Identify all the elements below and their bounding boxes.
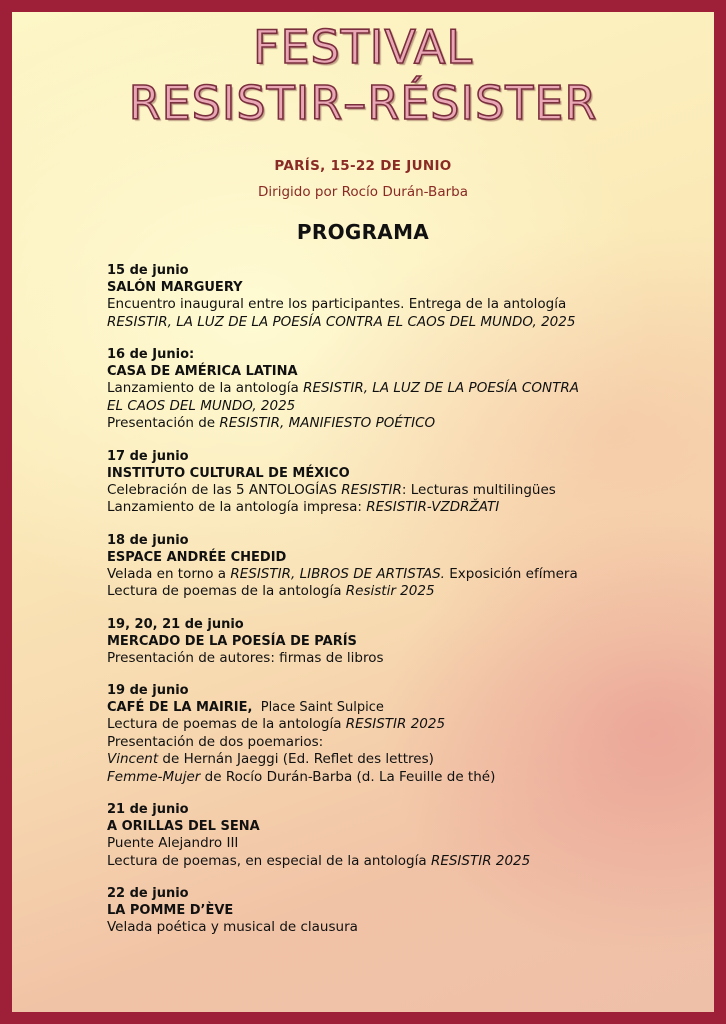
event-venue: ESPACE ANDRÉE CHEDID — [107, 549, 287, 565]
event-date: 16 de Junio: — [107, 347, 195, 362]
text-part: Lectura de poemas, en especial de la antología — [107, 852, 431, 869]
program-list — [107, 262, 697, 952]
event-date: 22 de junio — [107, 886, 189, 901]
event-description — [107, 716, 697, 734]
event-15-junio — [107, 262, 697, 331]
text-part: Celebración de las 5 ANTOLOGÍAS — [107, 481, 342, 498]
event-venue: MERCADO DE LA POESÍA DE PARÍS — [107, 633, 357, 649]
text-part: Presentación de — [107, 415, 220, 431]
event-venue: CASA DE AMÉRICA LATINA — [107, 364, 298, 379]
event-19-21-junio — [107, 616, 697, 668]
event-22-junio — [107, 885, 697, 937]
anthology-title: RESISTIR-VZDRŽATI — [366, 499, 500, 515]
festival-title-line1: FESTIVAL — [252, 20, 473, 74]
festival-title-line2: RESISTIR–RÉSISTER — [128, 76, 598, 130]
event-venue: LA POMME D’ÈVE — [107, 903, 234, 918]
manifesto-title: RESISTIR, MANIFIESTO POÉTICO — [219, 415, 436, 431]
event-date: 21 de junio — [107, 802, 189, 817]
text-part: Exposición efímera — [444, 565, 578, 582]
text-part: Velada en torno a — [107, 565, 231, 582]
event-description — [107, 751, 697, 769]
anthology-title: RESISTIR, LA LUZ DE LA POESÍA CONTRA — [303, 380, 579, 396]
event-19-junio — [107, 682, 697, 786]
event-venue — [107, 699, 697, 716]
text-part: Lectura de poemas de la antología — [107, 716, 346, 732]
event-18-junio — [107, 532, 697, 601]
text-part: Lectura de poemas de la antología — [107, 583, 346, 599]
event-description — [107, 769, 697, 787]
event-date: 17 de junio — [107, 448, 189, 464]
event-16-junio — [107, 346, 697, 433]
text-part: de Rocío Durán-Barba (d. La Feuille de thé) — [200, 768, 496, 785]
event-21-junio — [107, 801, 697, 870]
event-description — [107, 380, 697, 398]
program-heading: PROGRAMA — [296, 220, 430, 244]
event-description: Presentación de dos poemarios: — [107, 733, 324, 750]
event-venue: A ORILLAS DEL SENA — [107, 819, 260, 834]
poster — [12, 12, 714, 1012]
venue-address: Place Saint Sulpice — [252, 700, 384, 715]
event-description: EL CAOS DEL MUNDO, 2025 — [107, 397, 296, 414]
event-description — [107, 853, 697, 871]
event-description: Presentación de autores: firmas de libros — [107, 649, 384, 666]
text-part: Lanzamiento de la antología impresa: — [107, 499, 367, 515]
book-title: Vincent — [107, 751, 159, 767]
event-description: RESISTIR, LA LUZ DE LA POESÍA CONTRA EL CAOS DEL MUNDO, 2025 — [107, 313, 576, 330]
event-date: 15 de junio — [107, 263, 189, 278]
event-description — [107, 583, 697, 601]
event-description — [107, 415, 697, 433]
event-date: 19 de junio — [107, 683, 189, 698]
event-description — [107, 482, 697, 500]
event-17-junio — [107, 448, 697, 517]
event-description — [107, 499, 697, 517]
festival-dates: PARÍS, 15-22 DE JUNIO — [274, 158, 452, 174]
event-description: Velada poética y musical de clausura — [107, 919, 358, 935]
event-description: Encuentro inaugural entre los participantes. Entrega de la antología — [107, 296, 567, 312]
anthology-title: Resistir 2025 — [345, 583, 435, 599]
event-date: 19, 20, 21 de junio — [107, 616, 244, 632]
event-venue: INSTITUTO CULTURAL DE MÉXICO — [107, 465, 350, 481]
text-part: : Lecturas multilingües — [401, 481, 556, 498]
event-description: Puente Alejandro III — [107, 835, 239, 851]
anthology-title: RESISTIR 2025 — [345, 716, 446, 732]
text-part: de Hernán Jaeggi (Ed. Reflet des lettres) — [158, 751, 434, 767]
event-description — [107, 566, 697, 584]
text-part: Lanzamiento de la antología — [107, 380, 304, 396]
anthology-title: RESISTIR 2025 — [430, 852, 531, 869]
book-title: Femme-Mujer — [107, 768, 201, 785]
event-venue: SALÓN MARGUERY — [107, 280, 243, 295]
event-date: 18 de junio — [107, 532, 189, 548]
book-title: RESISTIR, LIBROS DE ARTISTAS. — [230, 565, 445, 582]
anthology-title: RESISTIR — [341, 481, 402, 498]
festival-director: Dirigido por Rocío Durán-Barba — [258, 184, 468, 200]
venue-name: CAFÉ DE LA MAIRIE, — [107, 700, 253, 715]
